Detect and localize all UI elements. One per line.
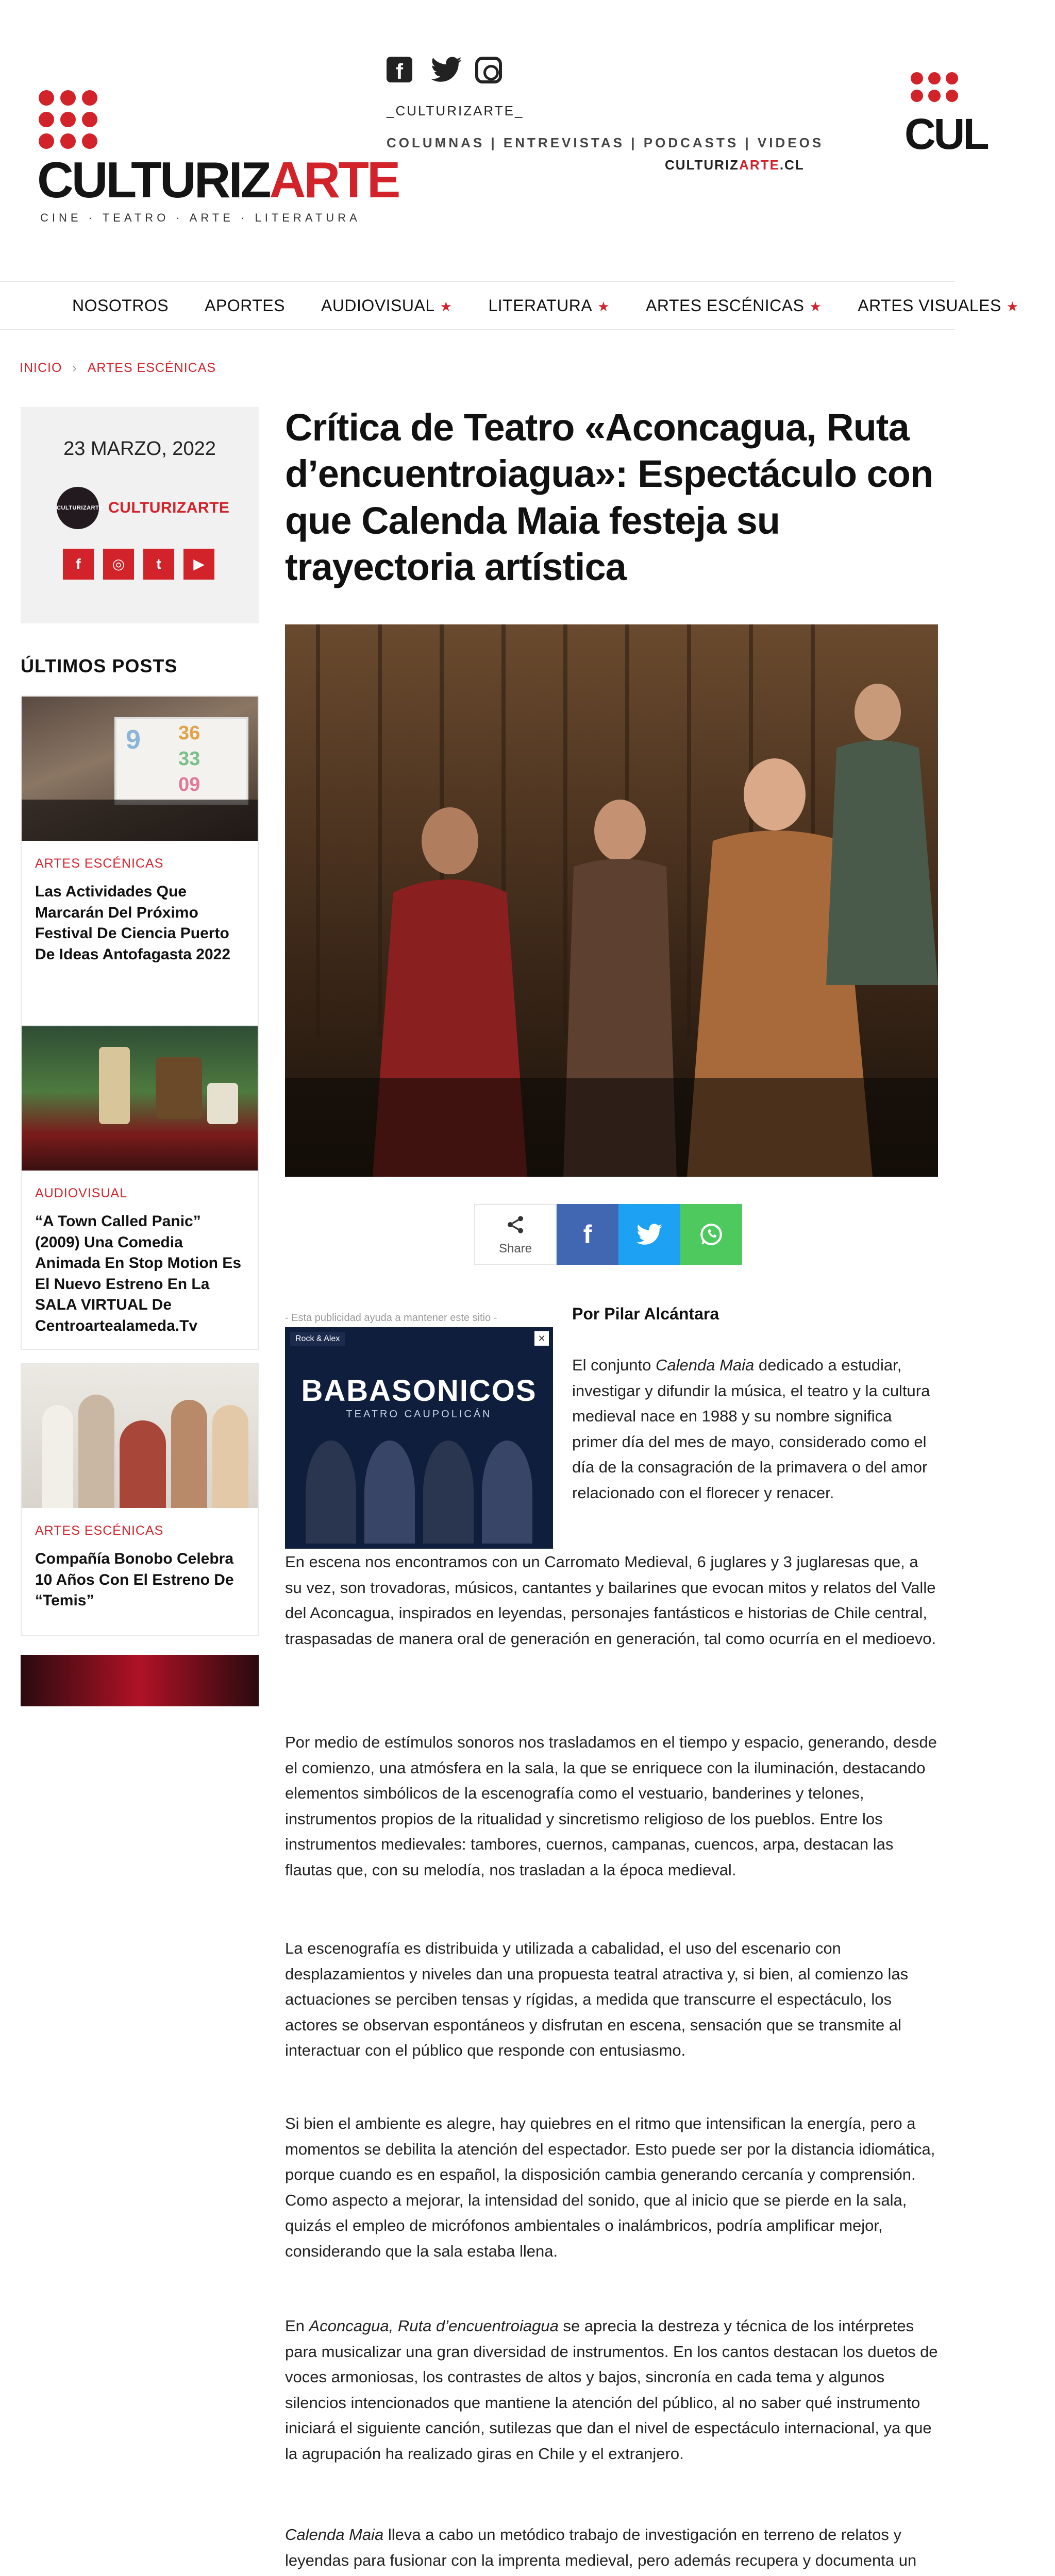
star-icon: ★: [809, 299, 822, 314]
logo-dots[interactable]: [39, 90, 97, 149]
article-paragraph: En Aconcagua, Ruta d’encuentroiagua se aprecia la destreza y técnica de los intérpretes para musicalizar una gran diversidad de instrumentos. En los cantos destacan los duetos de voces armoniosas, los contrastes de altos y bajos, sincronía en cada tema y algunos silencios intencionados que mantiene la atención del público, al no saber qué instrumento iniciará el siguiente canción, sutilezas que dan el nivel de espectáculo internacional, ya que la agrupación ha realizado giras en Chile y el extranjero.: [285, 2317, 938, 2463]
share-bar: [474, 1204, 742, 1265]
breadcrumb: [20, 361, 216, 376]
share-label: Share: [498, 1242, 532, 1256]
page-title: Crítica de Teatro «Aconcagua, Ruta d’encuentroiagua»: Espectáculo con que Calenda Maia festeja su trayectoria artística: [285, 406, 933, 588]
post-thumbnail[interactable]: [21, 1655, 259, 1706]
article-header: [285, 404, 938, 590]
article-paragraph: En escena nos encontramos con un Carromato Medieval, 6 juglares y 3 juglaresas que, a su vez, son trovadoras, músicos, cantantes y bailarines que evocan mitos y relatos del Valle del Aconcagua, inspirados en leyendas, personajes fantásticos e historias de Chile central, traspasadas de manera oral de generación en generación, tal como ocurría en el medioevo.: [285, 1553, 936, 1648]
star-icon: ★: [597, 299, 610, 314]
ad-banner[interactable]: [285, 1327, 553, 1549]
post-thumbnail[interactable]: [22, 1364, 258, 1508]
ad-close-icon[interactable]: ✕: [534, 1331, 549, 1346]
author-social: [63, 549, 214, 580]
instagram-icon[interactable]: [475, 57, 504, 86]
twitter-icon: [637, 1224, 662, 1245]
post-category[interactable]: ARTES ESCÉNICAS: [35, 856, 164, 871]
hero-image: [285, 624, 938, 1177]
instagram-icon[interactable]: ◎: [103, 549, 134, 580]
logo-tagline: CINE · TEATRO · ARTE · LITERATURA: [40, 211, 361, 224]
author-row[interactable]: [57, 487, 229, 529]
facebook-icon[interactable]: f: [63, 549, 94, 580]
article-byline: Por Pilar Alcántara: [572, 1304, 719, 1323]
facebook-icon: f: [583, 1220, 592, 1249]
article-paragraph: Calenda Maia lleva a cabo un metódico trabajo de investigación en terreno de relatos y leyendas para fusionar con la imprenta medieval, pero además recupera y documenta un: [285, 2526, 917, 2569]
ad-brand: BABASONICOS: [301, 1374, 537, 1408]
post-title[interactable]: Las Actividades Que Marcarán Del Próximo Festival De Ciencia Puerto De Ideas Antofagasta 2022: [35, 883, 231, 963]
star-icon: ★: [440, 299, 453, 314]
post-title[interactable]: Compañía Bonobo Celebra 10 Años Con El Estreno De “Temis”: [35, 1550, 234, 1609]
secondary-logo[interactable]: CUL: [905, 72, 955, 175]
post-thumbnail[interactable]: [22, 1026, 258, 1171]
nav-item-artes-visuales[interactable]: ARTES VISUALES ★: [858, 296, 1019, 315]
whatsapp-share-button[interactable]: [680, 1204, 742, 1265]
nav-item-audiovisual[interactable]: AUDIOVISUAL ★: [321, 296, 453, 315]
post-category[interactable]: AUDIOVISUAL: [35, 1186, 128, 1200]
star-icon: ★: [1006, 299, 1019, 314]
facebook-share-button[interactable]: [557, 1204, 618, 1265]
breadcrumb-home[interactable]: INICIO: [20, 361, 62, 375]
advertisement[interactable]: [285, 1312, 553, 1554]
twitter-icon[interactable]: [431, 57, 460, 86]
twitter-share-button[interactable]: [618, 1204, 680, 1265]
breadcrumb-separator: ›: [72, 361, 77, 375]
nav-item-literatura[interactable]: LITERATURA ★: [488, 296, 610, 315]
latest-posts-title: ÚLTIMOS POSTS: [21, 655, 178, 676]
nav-item-aportes[interactable]: APORTES: [205, 296, 285, 315]
header-social: [387, 57, 504, 86]
ad-venue: TEATRO CAUPOLICÁN: [346, 1409, 492, 1420]
whatsapp-icon: [698, 1222, 724, 1247]
ad-badge: Rock & Alex: [290, 1332, 345, 1346]
twitter-icon[interactable]: t: [143, 549, 174, 580]
post-title[interactable]: “A Town Called Panic” (2009) Una Comedia Animada En Stop Motion Es El Nuevo Estreno En La SALA VIRTUAL De Centroartealameda.Tv: [35, 1213, 242, 1334]
article-paragraph: La escenografía es distribuida y utilizada a cabalidad, el uso del escenario con desplazamientos y niveles dan una propuesta teatral atractiva y, si bien, al comienzo las actuaciones se perciben tensas y rígidas, a medida que transcurre el espectáculo, los actores se observan espontáneos y disfrutan en escena, sensación que se transmite al interactuar con el público que responde con entusiasmo.: [285, 1939, 909, 2060]
nav-item-artes-escenicas[interactable]: ARTES ESCÉNICAS ★: [646, 296, 822, 315]
nav-item-nosotros[interactable]: NOSOTROS: [72, 296, 169, 315]
post-meta-card: [21, 407, 259, 623]
list-item[interactable]: [21, 1025, 259, 1350]
post-date: 23 MARZO, 2022: [63, 438, 216, 460]
article-paragraph: Por medio de estímulos sonoros nos trasladamos en el tiempo y espacio, generando, desde el comienzo, una atmósfera en la sala, la que se enriquece con la iluminación, destacando elementos simbólicos de la escenografía como el vestuario, banderines y telones, instrumentos propios de la ritualidad y sincretismo religioso de los pueblos. Entre los instrumentos medievales: tambores, cuernos, campanas, cuencos, arpa, destacan las flautas que, con su melodía, nos trasladan a la época medieval.: [285, 1733, 937, 1879]
facebook-icon[interactable]: f: [387, 57, 415, 86]
post-category[interactable]: ARTES ESCÉNICAS: [35, 1523, 164, 1538]
article-paragraph: Si bien el ambiente es alegre, hay quiebres en el ritmo que intensifican la energía, pero a momentos se debilita la atención del espectador. Esto puede ser por la distancia idiomática, porque cuando es en español, la disposición cambia generando cercanía y comprensión. Como aspecto a mejorar, la intensidad del sonido, que al inicio que se pierde en la sala, quizás el empleo de micrófonos ambientales o inalámbricos, podría amplificar mejor, considerando que la sala estaba llena.: [285, 2114, 935, 2260]
breadcrumb-section[interactable]: ARTES ESCÉNICAS: [87, 361, 216, 375]
youtube-icon[interactable]: ▶: [183, 549, 214, 580]
site-header: [0, 0, 987, 278]
top-links[interactable]: COLUMNAS | ENTREVISTAS | PODCASTS | VIDEOS: [387, 135, 824, 150]
share-button[interactable]: [474, 1204, 557, 1265]
ad-photo: [306, 1440, 532, 1544]
article-paragraph: El conjunto Calenda Maia dedicado a estudiar, investigar y difundir la música, el teatro y la cultura medieval nace en 1988 y su nombre significa primer día del mes de mayo, considerado como el día de la consagración de la primavera o del amor relacionado con el florecer y renacer.: [572, 1356, 930, 1502]
main-nav: [0, 281, 1019, 330]
author-name[interactable]: CULTURIZARTE: [108, 499, 230, 516]
site-logo[interactable]: CULTURIZARTE: [37, 151, 399, 208]
list-item[interactable]: [21, 696, 259, 1036]
social-handle: _CULTURIZARTE_: [387, 103, 524, 118]
avatar[interactable]: CULTURIZARTE: [57, 487, 99, 529]
share-icon: [505, 1214, 526, 1235]
list-item[interactable]: [21, 1363, 259, 1636]
site-url[interactable]: CULTURIZARTE.CL: [665, 157, 805, 173]
post-thumbnail[interactable]: 9 36 33 09: [22, 697, 258, 841]
ad-note: - Esta publicidad ayuda a mantener este sitio -: [285, 1312, 497, 1324]
